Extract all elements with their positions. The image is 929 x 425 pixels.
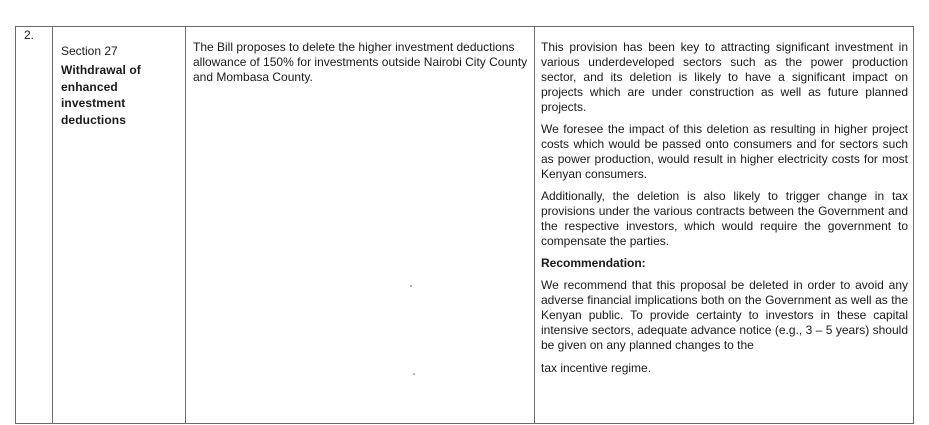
comment-paragraph-1: This provision has been key to attracting significant investment in various underdeveloped sectors such as the power production sector, and its deletion is likely to have a significant impact on projects which are under construction as well as future planned projects. — [541, 40, 908, 114]
table-left-border — [15, 26, 16, 424]
recommendation-tail: tax incentive regime. — [541, 361, 652, 375]
provision-heading: Withdrawal of enhanced investment deductions — [61, 63, 141, 127]
column-divider-2 — [185, 26, 186, 424]
scan-speck — [410, 285, 412, 287]
recommendation-text: We recommend that this proposal be deleted in order to avoid any adverse financial implications both on the Government as well as the Kenyan public. To provide certainty to investors in these capital intensive sectors, adequate advance notice (e.g., 3 – 5 years) should be given on any planned changes to the — [541, 278, 908, 352]
comment-column — [541, 40, 908, 376]
recommendation-title: Recommendation: — [541, 256, 646, 270]
table-bottom-border — [15, 423, 914, 424]
column-divider-3 — [534, 26, 535, 424]
column-divider-1 — [52, 26, 53, 424]
table-top-border — [15, 26, 914, 27]
row-number: 2. — [24, 28, 35, 42]
table-right-border — [913, 26, 914, 424]
section-reference: Section 27 — [61, 44, 118, 58]
scan-speck — [413, 373, 415, 375]
proposal-text: The Bill proposes to delete the higher investment deductions allowance of 150% for investments outside Nairobi City County and Mombasa County. — [193, 40, 528, 84]
comment-paragraph-3: Additionally, the deletion is also likely to trigger change in tax provisions under the various contracts between the Government and the respective investors, which would require the government to compensate the parties. — [541, 189, 908, 248]
comment-paragraph-2: We foresee the impact of this deletion as resulting in higher project costs which would be passed onto consumers and for sectors such as power production, would result in higher electricity costs for most Kenyan consumers. — [541, 122, 908, 181]
